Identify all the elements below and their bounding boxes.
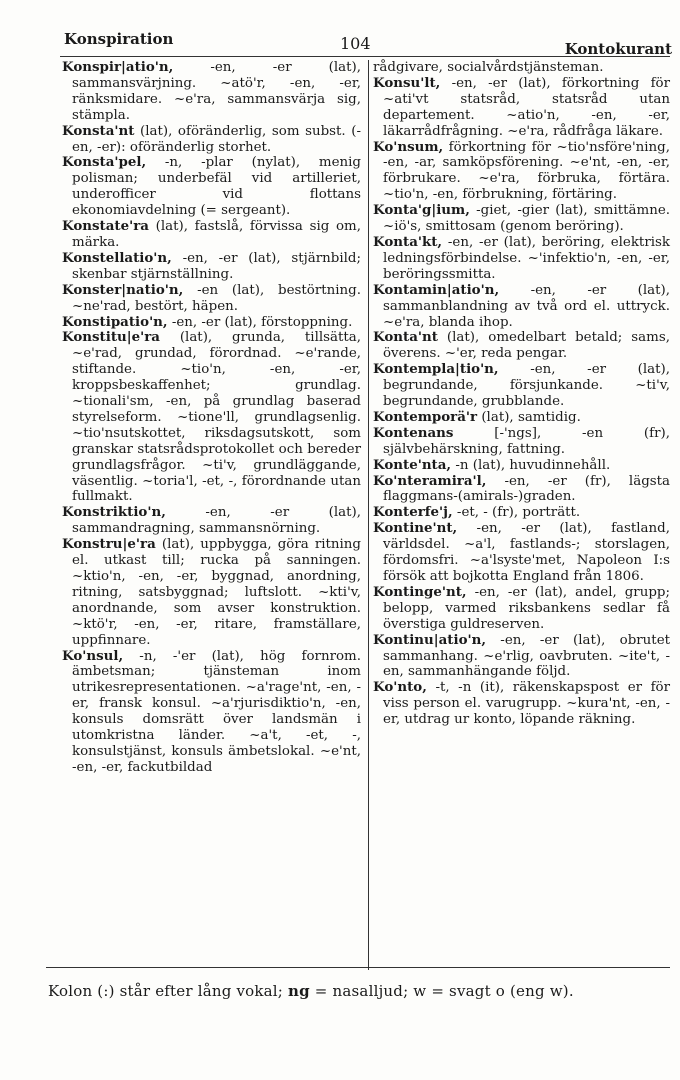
entry-definition: -en (lat), bestörtning. ~ne'rad, bestört, häpen. [72, 282, 361, 314]
entry-definition: -en, -er (lat), fastland, världsdel. ~a'l, fastlands-; storslagen, fördomsfri. ~a'lsyste'met, Napoleon I:s försök att bojkotta England från 1806. [383, 521, 670, 584]
dictionary-entry [373, 521, 670, 585]
entry-headword: Konsu'lt, [373, 74, 441, 91]
entry-definition: -et, - (fr), porträtt. [452, 505, 581, 521]
dictionary-entry [373, 60, 670, 76]
entry-headword: Konstitu|e'ra [62, 329, 160, 346]
left-column [62, 60, 361, 776]
entry-definition: förkortning för ~tio'nsföre'ning, -en, -ar, samköpsförening. ~e'nt, -en, -er, förbrukare. ~e'ra, förbruka, förtära. ~tio'n, -en, förbrukning, förtäring. [383, 139, 670, 203]
entry-definition: -n, -plar (nylat), menig polisman; underbefäl vid artilleriet, underofficer vid flottans ekonomiavdelning (= sergeant). [72, 155, 361, 219]
entry-definition: -n (lat), huvudinnehåll. [451, 457, 611, 473]
entry-headword: Kontinge'nt, [373, 583, 467, 600]
right-column [373, 60, 670, 728]
entry-definition: -en, -er (lat), begrundande, försjunkande. ~ti'v, begrundande, grubblande. [383, 362, 670, 410]
entry-definition: -en, -er (lat), förkortning för ~ati'vt statsråd, statsråd utan departement. ~atio'n, -en, -er, läkarrådfrågning. ~e'ra, rådfråga läkare. [383, 75, 670, 139]
entry-definition: rådgivare, socialvårdstjänsteman. [373, 60, 604, 75]
entry-headword: Konterfe'j, [373, 504, 453, 521]
entry-definition: -t, -n (it), räkenskapspost er för viss person el. varugrupp. ~kura'nt, -en, -er, utdrag ur konto, löpande räkning. [383, 680, 670, 728]
entry-definition: (lat), omedelbart betald; sams, överens. ~'er, reda pengar. [383, 330, 670, 362]
dictionary-entry [373, 505, 670, 521]
entry-headword: Ko'nsum, [373, 138, 444, 155]
entry-headword: Konta'g|ium, [373, 202, 470, 219]
dictionary-entry [373, 140, 670, 204]
entry-definition: -en, -er (fr), lägsta flaggmans-(amirals-)graden. [383, 473, 670, 505]
entry-definition: -n, -'er (lat), hög fornrom. ämbetsman; tjänsteman inom utrikesrepresentationen. ~a'rage'nt, -en, -er, fransk konsul. ~a'rjurisdiktio'n, -en, konsuls domsrätt över landsmän i utomkristna länder. ~a't, -et, -, konsulstjänst, konsuls ämbetslokal. ~e'nt, -en, -er, fackutbildad [72, 648, 361, 775]
entry-definition: (lat), oföränderlig, som subst. (-en, -er): oföränderlig storhet. [72, 123, 361, 155]
entry-definition: [-'ngs], -en (fr), självbehärskning, fattning. [383, 425, 670, 457]
entry-headword: Ko'nto, [373, 679, 427, 696]
entry-headword: Kontenans [373, 424, 454, 441]
column-divider [368, 60, 369, 970]
dictionary-entry [62, 283, 361, 315]
footnote-part-1: Kolon (:) står efter lång vokal; [48, 982, 289, 1000]
dictionary-entry [62, 60, 361, 124]
entry-headword: Konstipatio'n, [62, 313, 168, 330]
page-header [64, 28, 672, 58]
header-guide-word-right: Kontokurant [564, 40, 672, 58]
entry-headword: Konstate'ra [62, 218, 149, 235]
entry-definition: (lat), fastslå, förvissa sig om, märka. [72, 219, 361, 250]
entry-headword: Kontempla|tio'n, [373, 361, 499, 378]
page-number: 104 [340, 34, 371, 53]
dictionary-entry [62, 251, 361, 283]
entry-definition: (lat), grunda, tillsätta, ~e'rad, grundad, förordnad. ~e'rande, stiftande. ~tio'n, -en, -er, kroppsbeskaffenhet; grundlag. ~tionali'sm, -en, på grundlag baserad styrelseform. ~tione'll, grundlagsenlig. ~tio'nsutskottet, riksdagsutskott, som granskar statsrådsprotokollet och bereder grundlagsfrågor. ~ti'v, grundläggande, väsentlig. ~toria'l, -et, -, förordnande utan fullmakt. [72, 330, 361, 505]
dictionary-entry [62, 155, 361, 219]
entry-headword: Kontamin|atio'n, [373, 281, 500, 298]
entry-headword: Konstellatio'n, [62, 249, 172, 266]
entry-definition: -en, -er (lat), obrutet sammanhang. ~e'rlig, oavbruten. ~ite't, -en, sammanhängande följd. [383, 632, 670, 680]
pronunciation-footnote [48, 982, 672, 1000]
dictionary-entry [373, 283, 670, 331]
footnote-bold: ng [288, 982, 310, 1000]
entry-headword: Konsta'pel, [62, 154, 147, 171]
dictionary-entry [373, 474, 670, 506]
entry-definition: (lat), uppbygga, göra ritning el. utkast till; rucka på sanningen. ~ktio'n, -en, -er, byggnad, anordning, ritning, satsbyggnad; luftslott. ~kti'v, anordnande, som avser konstruktion. ~ktö'r, -en, -er, ritare, framställare, uppfinnare. [72, 537, 361, 648]
entry-definition: -en, -er (lat), beröring, elektrisk ledningsförbindelse. ~'infektio'n, -en, -er, beröringssmitta. [383, 234, 670, 282]
entry-definition: -en, -er (lat), sammansvärjning. ~atö'r, -en, -er, ränksmidare. ~e'ra, sammansvärja sig, stämpla. [72, 60, 361, 123]
entry-headword: Konstriktio'n, [62, 504, 166, 521]
entry-headword: Konster|natio'n, [62, 281, 184, 298]
dictionary-entry [373, 203, 670, 235]
dictionary-entry [373, 680, 670, 728]
entry-headword: Ko'nsul, [62, 647, 124, 664]
entry-headword: Konspir|atio'n, [62, 59, 174, 75]
entry-definition: -en, -er (lat), sammanblandning av två ord el. uttryck. ~e'ra, blanda ihop. [383, 282, 670, 330]
entry-definition: -en, -er (lat), förstoppning. [167, 314, 353, 330]
dictionary-entry [62, 330, 361, 505]
dictionary-entry [62, 537, 361, 648]
footer-rule [46, 967, 670, 968]
entry-definition: (lat), samtidig. [477, 409, 581, 425]
dictionary-entry [62, 124, 361, 156]
dictionary-entry [373, 362, 670, 410]
entry-headword: Kontine'nt, [373, 520, 458, 537]
dictionary-entry [373, 410, 670, 426]
dictionary-entry [373, 585, 670, 633]
entry-headword: Konta'nt [373, 329, 438, 346]
dictionary-entry [62, 219, 361, 251]
header-rule [60, 56, 670, 57]
entry-headword: Konstru|e'ra [62, 536, 156, 553]
entry-headword: Konta'kt, [373, 233, 443, 250]
entry-definition: -giet, -gier (lat), smittämne. ~iö's, smittosam (genom beröring). [383, 203, 670, 235]
footnote-part-2: = nasalljud; w = svagt o (eng w). [309, 982, 574, 1000]
dictionary-entry [373, 633, 670, 681]
entry-headword: Ko'nteramira'l, [373, 472, 487, 489]
dictionary-entry [373, 426, 670, 458]
entry-headword: Konte'nta, [373, 456, 452, 473]
dictionary-entry [62, 505, 361, 537]
entry-headword: Konsta'nt [62, 122, 135, 139]
entry-definition: -en, -er (lat), andel, grupp; belopp, varmed riksbankens sedlar få överstiga guldreserven. [383, 584, 670, 632]
dictionary-entry [62, 315, 361, 331]
entry-headword: Kontinu|atio'n, [373, 631, 487, 648]
dictionary-entry [373, 330, 670, 362]
dictionary-entry [373, 458, 670, 474]
header-guide-word-left: Konspiration [64, 30, 174, 48]
dictionary-entry [373, 76, 670, 140]
dictionary-entry [373, 235, 670, 283]
dictionary-entry [62, 649, 361, 776]
entry-headword: Kontemporä'r [373, 408, 478, 425]
entry-definition: -en, -er (lat), sammandragning, sammansnörning. [72, 505, 361, 537]
entry-definition: -en, -er (lat), stjärnbild; skenbar stjärnställning. [72, 250, 361, 282]
